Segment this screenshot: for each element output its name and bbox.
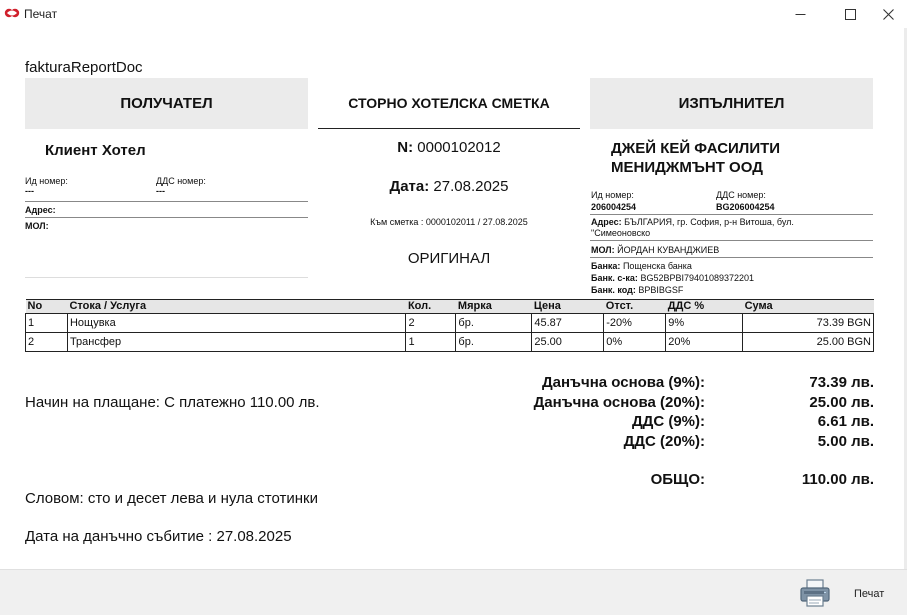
minimize-button[interactable] bbox=[778, 0, 823, 28]
tax-event-date: Дата на данъчно събитие : 27.08.2025 bbox=[25, 528, 292, 545]
document-title: СТОРНО ХОТЕЛСКА СМЕТКА bbox=[318, 77, 580, 129]
column-header: Стока / Услуга bbox=[67, 300, 406, 314]
performer-code-label: Банк. код: bbox=[591, 285, 636, 295]
performer-name-line2: МЕНИДЖМЪНТ ООД bbox=[611, 159, 763, 176]
total-value: 6.61 лв. bbox=[817, 413, 874, 430]
column-header: Мярка bbox=[456, 300, 532, 314]
report-doc-name: fakturaReportDoc bbox=[25, 59, 143, 76]
performer-mol-label: МОЛ: bbox=[591, 245, 615, 255]
recipient-address-label: Адрес: bbox=[25, 205, 56, 215]
grand-total-value: 110.00 лв. bbox=[801, 471, 874, 488]
table-cell: 25.00 BGN bbox=[743, 333, 874, 352]
recipient-name: Клиент Хотел bbox=[45, 142, 146, 159]
divider bbox=[25, 201, 308, 202]
close-button[interactable] bbox=[866, 0, 907, 28]
divider bbox=[590, 240, 873, 241]
table-cell: 73.39 BGN bbox=[743, 314, 874, 333]
performer-address-label: Адрес: bbox=[591, 217, 622, 227]
performer-account-label: Банк. с-ка: bbox=[591, 273, 638, 283]
grand-total-label: ОБЩО: bbox=[650, 471, 705, 488]
document-number bbox=[318, 139, 580, 156]
recipient-id-label: Ид номер: bbox=[25, 176, 68, 186]
performer-vat-value: BG206004254 bbox=[716, 202, 775, 212]
items-table bbox=[25, 299, 874, 352]
table-cell: бр. bbox=[456, 333, 532, 352]
total-value: 25.00 лв. bbox=[809, 394, 874, 411]
performer-address bbox=[591, 217, 794, 227]
table-cell: 2 bbox=[406, 314, 456, 333]
total-label: ДДС (20%): bbox=[623, 433, 705, 450]
date-label: Дата: bbox=[389, 178, 430, 195]
table-cell: 1 bbox=[26, 314, 68, 333]
total-label: ДДС (9%): bbox=[631, 413, 705, 430]
minimize-icon bbox=[795, 9, 806, 20]
recipient-vat-value: --- bbox=[156, 186, 165, 196]
divider bbox=[25, 217, 308, 218]
table-cell: 2 bbox=[26, 333, 68, 352]
column-header: Отст. bbox=[604, 300, 666, 314]
performer-name-line1: ДЖЕЙ КЕЙ ФАСИЛИТИ bbox=[611, 140, 781, 157]
report-viewer bbox=[0, 28, 907, 569]
table-cell: 1 bbox=[406, 333, 456, 352]
table-cell: Нощувка bbox=[67, 314, 406, 333]
app-logo-icon bbox=[4, 7, 20, 19]
recipient-vat-label: ДДС номер: bbox=[156, 176, 206, 186]
column-header: No bbox=[26, 300, 68, 314]
amount-in-words: Словом: сто и десет лева и нула стотинки bbox=[25, 490, 318, 507]
close-icon bbox=[883, 9, 894, 20]
print-button[interactable] bbox=[798, 576, 898, 610]
reference-invoice: Към сметка : 0000102011 / 27.08.2025 bbox=[370, 217, 528, 227]
table-cell: -20% bbox=[604, 314, 666, 333]
total-value: 5.00 лв. bbox=[817, 433, 874, 450]
printer-icon bbox=[798, 576, 832, 610]
maximize-icon bbox=[845, 9, 856, 20]
table-row bbox=[26, 314, 874, 333]
divider bbox=[590, 214, 873, 215]
payment-method: Начин на плащане: С платежно 110.00 лв. bbox=[25, 394, 320, 411]
total-label: Данъчна основа (20%): bbox=[533, 394, 705, 411]
number-value: 0000102012 bbox=[417, 139, 501, 156]
performer-mol-value: ЙОРДАН КУВАНДЖИЕВ bbox=[617, 245, 720, 255]
footer-bar bbox=[0, 569, 907, 615]
column-header: Сума bbox=[743, 300, 874, 314]
table-header-row bbox=[26, 300, 874, 314]
column-header: ДДС % bbox=[666, 300, 743, 314]
print-button-label: Печат bbox=[854, 588, 885, 600]
recipient-id-value: --- bbox=[25, 186, 34, 196]
performer-id-label: Ид номер: bbox=[591, 190, 634, 200]
table-cell: 45.87 bbox=[532, 314, 604, 333]
performer-vat-label: ДДС номер: bbox=[716, 190, 766, 200]
table-cell: 25.00 bbox=[532, 333, 604, 352]
table-cell: 0% bbox=[604, 333, 666, 352]
original-label: ОРИГИНАЛ bbox=[407, 250, 491, 267]
performer-header: ИЗПЪЛНИТЕЛ bbox=[590, 78, 873, 129]
performer-bank bbox=[591, 261, 692, 271]
performer-id-value: 206004254 bbox=[591, 202, 637, 212]
total-value: 73.39 лв. bbox=[809, 374, 874, 391]
document-date bbox=[318, 178, 580, 195]
performer-account-value: BG52BPBI79401089372201 bbox=[640, 273, 755, 283]
performer-account bbox=[591, 273, 754, 283]
performer-mol bbox=[591, 245, 719, 255]
performer-address-line2: "Симеоновско bbox=[591, 228, 651, 238]
recipient-header: ПОЛУЧАТЕЛ bbox=[25, 78, 308, 129]
table-row bbox=[26, 333, 874, 352]
table-cell: 20% bbox=[666, 333, 743, 352]
performer-bank-label: Банка: bbox=[591, 261, 621, 271]
performer-bank-code bbox=[591, 285, 683, 295]
column-header: Цена bbox=[532, 300, 604, 314]
column-header: Кол. bbox=[406, 300, 456, 314]
performer-bank-value: Пощенска банка bbox=[622, 261, 692, 271]
number-label: N: bbox=[397, 139, 414, 156]
total-label: Данъчна основа (9%): bbox=[541, 374, 705, 391]
table-cell: 9% bbox=[666, 314, 743, 333]
table-cell: бр. bbox=[456, 314, 532, 333]
divider bbox=[25, 277, 308, 278]
title-bar bbox=[0, 0, 907, 28]
window-title: Печат bbox=[24, 7, 58, 21]
performer-address-line1: БЪЛГАРИЯ, гр. София, р-н Витоша, бул. bbox=[624, 217, 794, 227]
performer-code-value: BPBIBGSF bbox=[638, 285, 684, 295]
date-value: 27.08.2025 bbox=[433, 178, 509, 195]
divider bbox=[590, 257, 873, 258]
recipient-mol-label: МОЛ: bbox=[25, 221, 49, 231]
table-cell: Трансфер bbox=[67, 333, 406, 352]
